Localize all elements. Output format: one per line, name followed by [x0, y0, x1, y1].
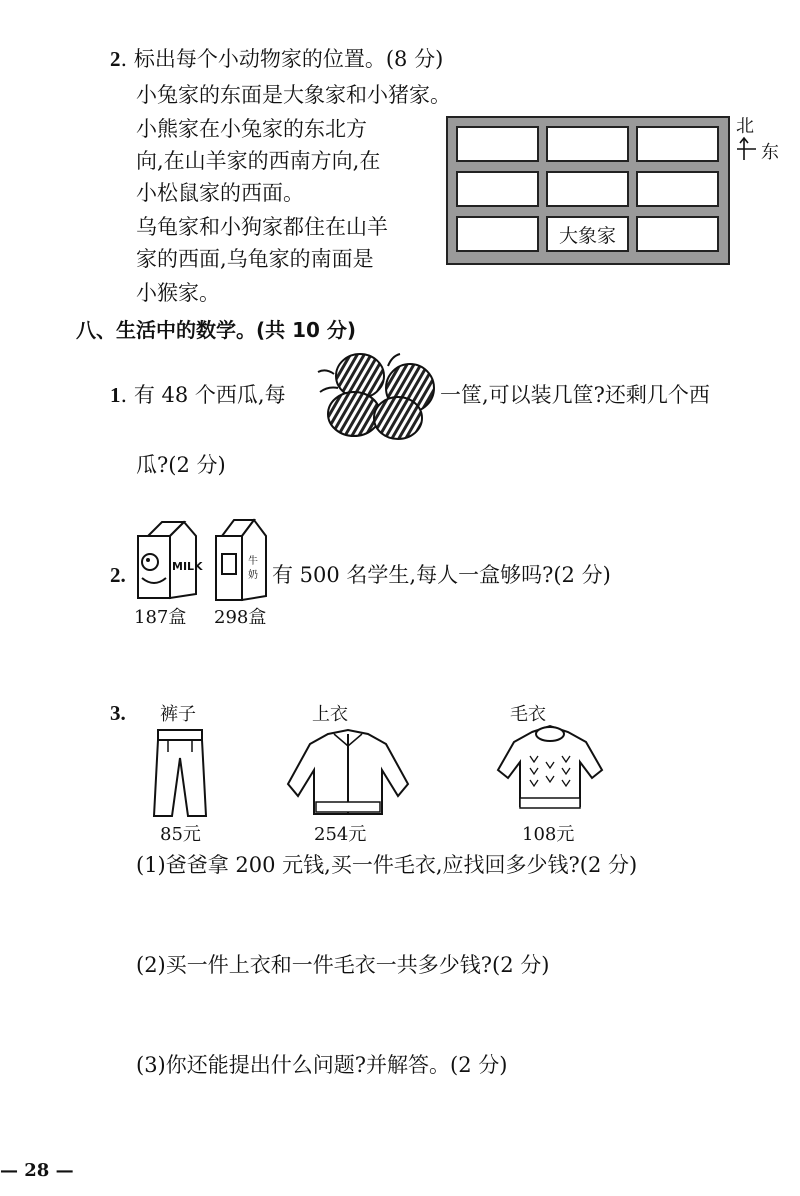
question-number: 2 — [110, 47, 121, 71]
question-2-title — [110, 44, 443, 74]
item-price-jacket: 254元 — [314, 824, 367, 845]
section-heading: 八、生活中的数学。(共 10 分) — [76, 318, 357, 342]
grid-cell[interactable] — [636, 216, 719, 252]
clue-line-7: 小猴家。 — [136, 281, 220, 305]
problem-2-text: 有 500 名学生,每人一盒够吗?(2 分) — [272, 563, 611, 587]
problem-number: 3. — [110, 701, 126, 725]
problem-2-number: 2 — [110, 563, 121, 587]
clue-line-3: 向,在山羊家的西南方向,在 — [136, 149, 381, 173]
problem-1-before: . 有 48 个西瓜,每 — [120, 383, 286, 407]
page-number: — 28 — — [0, 1160, 74, 1181]
sweater-icon — [494, 722, 606, 816]
clue-line-4: 小松鼠家的西面。 — [136, 181, 304, 205]
compass-east-label: 东 — [761, 142, 779, 163]
clue-line-1: 小兔家的东面是大象家和小猪家。 — [136, 83, 451, 107]
grid-cell[interactable] — [456, 126, 539, 162]
clue-line-6: 家的西面,乌龟家的南面是 — [136, 247, 374, 271]
problem-1-text-before — [110, 380, 286, 410]
item-price-sweater: 108元 — [522, 824, 575, 845]
item-price-pants: 85元 — [160, 824, 201, 845]
grid-cell[interactable] — [456, 171, 539, 207]
pants-icon — [148, 728, 212, 820]
sub-question-2: (2)买一件上衣和一件毛衣一共多少钱?(2 分) — [136, 953, 550, 977]
clue-line-2: 小熊家在小兔家的东北方 — [136, 117, 367, 141]
house-grid — [446, 116, 730, 265]
sub-question-3: (3)你还能提出什么问题?并解答。(2 分) — [136, 1053, 508, 1077]
sub-question-1: (1)爸爸拿 200 元钱,买一件毛衣,应找回多少钱?(2 分) — [136, 853, 638, 877]
grid-cell-elephant: 大象家 — [546, 216, 629, 252]
problem-3-number: 3 — [110, 701, 121, 725]
jacket-icon — [282, 726, 414, 818]
carton-count-2: 298盒 — [214, 607, 267, 628]
problem-1-line-2: 瓜?(2 分) — [136, 453, 226, 477]
grid-cell[interactable] — [546, 126, 629, 162]
item-name-pants: 裤子 — [160, 704, 196, 725]
grid-cell[interactable] — [636, 171, 719, 207]
grid-cell[interactable] — [636, 126, 719, 162]
watermelon-pile-icon — [312, 346, 438, 442]
grid-cell[interactable] — [456, 216, 539, 252]
compass-north-label: 北 — [736, 116, 754, 137]
milk-box-label-bottom: 奶 — [248, 570, 258, 581]
milk-carton-icon — [134, 518, 203, 600]
problem-number: 1 — [110, 383, 121, 407]
item-name-jacket: 上衣 — [312, 704, 348, 725]
problem-number: 2. — [110, 563, 126, 587]
question-title-text: . 标出每个小动物家的位置。(8 分) — [120, 47, 444, 71]
grid-cell[interactable] — [546, 171, 629, 207]
milk-carton-label: MILK — [172, 560, 203, 573]
compass-arrow-icon — [736, 136, 760, 162]
carton-count-1: 187盒 — [134, 607, 187, 628]
milk-box-label-top: 牛 — [248, 556, 258, 567]
milk-box-icon — [212, 516, 270, 602]
clue-line-5: 乌龟家和小狗家都住在山羊 — [136, 215, 388, 239]
problem-1-text-after: 一筐,可以装几筐?还剩几个西 — [440, 383, 710, 407]
item-name-sweater: 毛衣 — [510, 704, 546, 725]
